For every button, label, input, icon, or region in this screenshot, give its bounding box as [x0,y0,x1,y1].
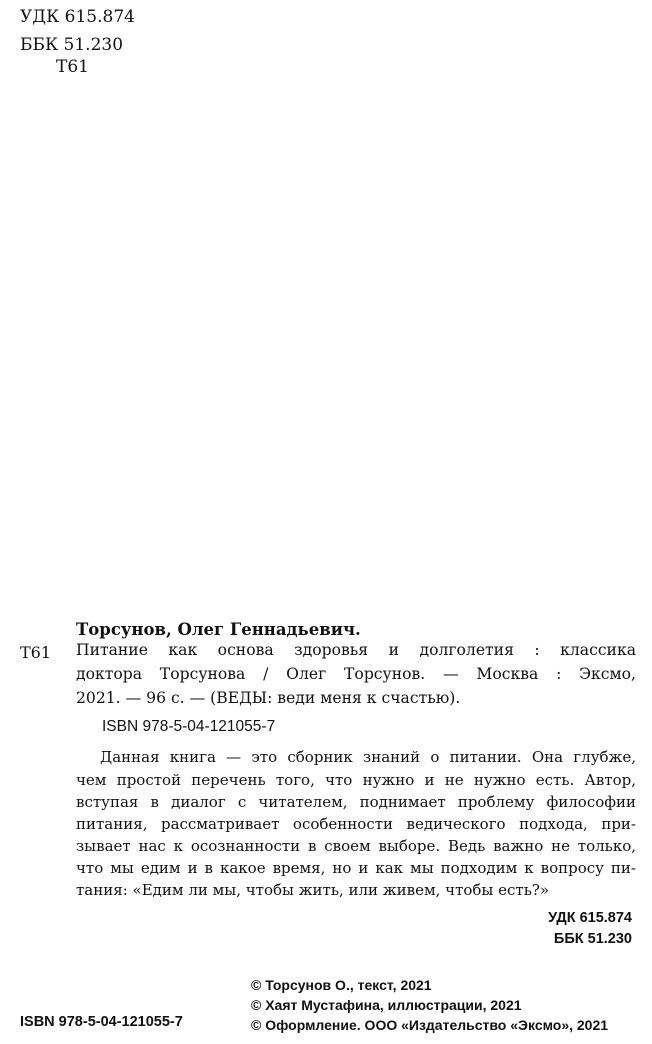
record-author-mark: Т61 [20,643,52,662]
bbk-code-bottom: ББК 51.230 [553,931,632,947]
record-author: Торсунов, Олег Геннадьевич. [76,620,361,639]
copyright-design: © Оформление. ООО «Издательство «Эксмо», 2021 [251,1017,609,1033]
bbk-code-top: ББК 51.230 [20,35,124,55]
abstract-line-7: тания: «Едим ли мы, чтобы жить, или живем, чтобы есть?» [76,881,550,899]
abstract-line-4: питания, рассматривает особенности ведического подхода, при- [76,815,636,833]
record-description-line-1: Питание как основа здоровья и долголетия : классика [76,641,636,659]
abstract-line-2: чем простой перечень того, что нужно и не нужно есть. Автор, [76,771,636,789]
record-isbn: ISBN 978-5-04-121055-7 [102,718,276,735]
abstract-line-1: Данная книга — это сборник знаний о питании. Она глубже, [100,748,636,766]
copyright-text: © Торсунов О., текст, 2021 [251,977,432,993]
copyright-illustrations: © Хаят Мустафина, иллюстрации, 2021 [251,997,522,1013]
abstract-line-6: что мы едим и в какое время, но и как мы подходим к вопросу пи- [76,859,636,877]
record-description-line-2: доктора Торсунова / Олег Торсунов. — Москва : Эксмо, [76,665,636,683]
udk-code-top: УДК 615.874 [20,7,135,27]
abstract-line-5: зывает нас к осознанности в своем выборе. Ведь важно не только, [76,837,636,855]
abstract-line-3: вступая в диалог с читателем, поднимает проблему философии [76,793,636,811]
author-mark-top: Т61 [56,57,89,77]
isbn-bottom: ISBN 978-5-04-121055-7 [20,1014,183,1030]
record-description-line-3: 2021. — 96 с. — (ВЕДЫ: веди меня к счастью). [76,689,461,707]
udk-code-bottom: УДК 615.874 [548,910,632,926]
